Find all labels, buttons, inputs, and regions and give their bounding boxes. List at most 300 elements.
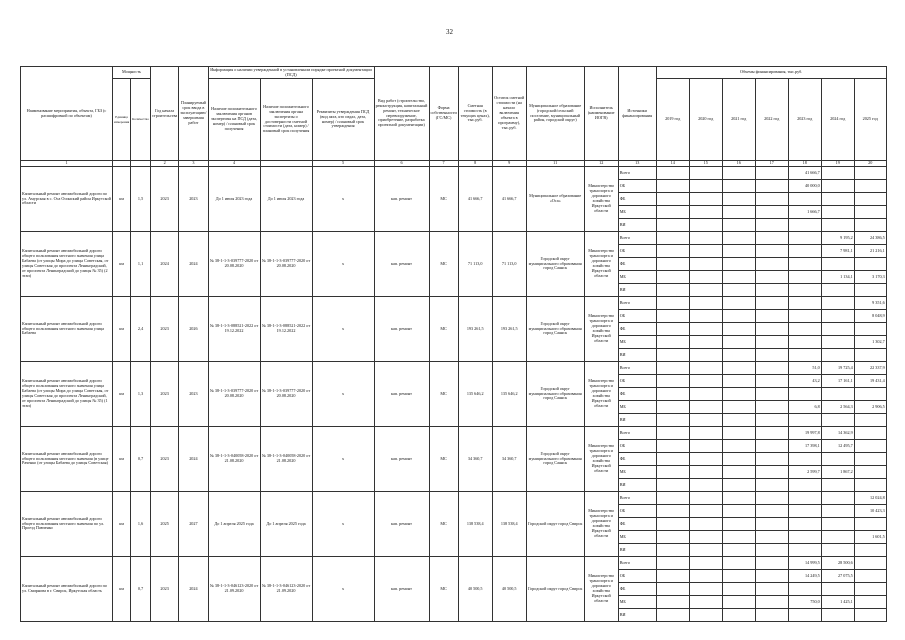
header-sources: Источники финансирования bbox=[618, 67, 656, 161]
column-number: 3 bbox=[179, 161, 208, 167]
funding-value bbox=[656, 349, 689, 362]
project-name: Капитальный ремонт автомобильной дороги общего пользования местного значения улица Бабаева bbox=[21, 297, 113, 362]
funding-value bbox=[854, 323, 886, 336]
funding-value bbox=[788, 297, 821, 310]
funding-value: 14 249,5 bbox=[788, 570, 821, 583]
unit: км bbox=[113, 492, 131, 557]
funding-value bbox=[854, 440, 886, 453]
municipality: Городской округ муниципального образования город Саянск bbox=[526, 232, 584, 297]
funding-value bbox=[821, 518, 854, 531]
executor: Министерство транспорта и дорожного хозяйства Иркутской области bbox=[584, 362, 618, 427]
project-name: Капитальный ремонт автомобильной дороги по ул. Амурская в с. Оса Осинский район Иркутской области bbox=[21, 167, 113, 232]
funding-value bbox=[689, 232, 722, 245]
funding-source: Всего bbox=[618, 297, 656, 310]
funding-value bbox=[722, 206, 755, 219]
funding-value bbox=[854, 570, 886, 583]
header-year: 2021 год bbox=[722, 79, 755, 161]
funding-source: ОБ bbox=[618, 505, 656, 518]
funding-value bbox=[656, 193, 689, 206]
column-number: 19 bbox=[821, 161, 854, 167]
funding-value bbox=[689, 284, 722, 297]
funding-value: 3 170,3 bbox=[854, 271, 886, 284]
approval-requisites: х bbox=[312, 492, 374, 557]
funding-value bbox=[689, 336, 722, 349]
funding-value bbox=[656, 531, 689, 544]
unit: км bbox=[113, 362, 131, 427]
funding-value bbox=[821, 336, 854, 349]
funding-value bbox=[854, 206, 886, 219]
column-number: 20 bbox=[854, 161, 886, 167]
funding-value bbox=[854, 349, 886, 362]
start-year: 2023 bbox=[150, 427, 178, 492]
end-year: 2024 bbox=[179, 557, 208, 622]
project-name: Капитальный ремонт автомобильной дороги общего пользования местного значения по ул. Проезд Павченко bbox=[21, 492, 113, 557]
funding-value bbox=[656, 271, 689, 284]
municipality: Городской округ муниципального образования город Саянск bbox=[526, 427, 584, 492]
remaining-cost: 41 666,7 bbox=[492, 167, 526, 232]
page-number: 32 bbox=[446, 28, 453, 36]
header-executor: Исполнитель (наименование ИОГВ) bbox=[584, 67, 618, 161]
funding-source: ОБ bbox=[618, 310, 656, 323]
funding-value bbox=[755, 284, 788, 297]
funding-value bbox=[656, 180, 689, 193]
header-ownership: Форма собственности (ГС/МС) bbox=[429, 67, 458, 161]
funding-value bbox=[656, 518, 689, 531]
funding-value bbox=[722, 609, 755, 622]
funding-value bbox=[656, 414, 689, 427]
start-year: 2024 bbox=[150, 232, 178, 297]
project-row bbox=[21, 557, 887, 570]
remaining-cost: 193 261,5 bbox=[492, 297, 526, 362]
funding-value bbox=[788, 453, 821, 466]
funding-value: 2 906,5 bbox=[854, 401, 886, 414]
funding-value: 12 495,7 bbox=[821, 440, 854, 453]
funding-value bbox=[656, 596, 689, 609]
funding-value bbox=[788, 544, 821, 557]
funding-value bbox=[656, 206, 689, 219]
municipality: Городской округ муниципального образования город Саянск bbox=[526, 362, 584, 427]
funding-value bbox=[854, 583, 886, 596]
funding-value bbox=[821, 531, 854, 544]
funding-value: 51,0 bbox=[788, 362, 821, 375]
estimated-cost: 135 646,2 bbox=[458, 362, 492, 427]
funding-value bbox=[821, 180, 854, 193]
estimated-cost: 193 261,5 bbox=[458, 297, 492, 362]
project-row bbox=[21, 427, 887, 440]
funding-value bbox=[689, 193, 722, 206]
funding-value: 750,0 bbox=[788, 596, 821, 609]
funding-value bbox=[854, 219, 886, 232]
ownership: МС bbox=[429, 362, 458, 427]
funding-value bbox=[755, 349, 788, 362]
funding-value bbox=[854, 466, 886, 479]
column-number: 6 bbox=[374, 161, 429, 167]
funding-value bbox=[854, 557, 886, 570]
funding-value: 19 431,4 bbox=[854, 375, 886, 388]
funding-value bbox=[656, 284, 689, 297]
column-number: 16 bbox=[722, 161, 755, 167]
funding-value bbox=[689, 570, 722, 583]
funding-source: Всего bbox=[618, 492, 656, 505]
funding-value bbox=[854, 609, 886, 622]
exam-conclusion: № 38-1-1-3-039777-2020 от 20.08.2020 bbox=[208, 232, 260, 297]
column-number: 11 bbox=[526, 161, 584, 167]
funding-value bbox=[755, 544, 788, 557]
funding-source: ФБ bbox=[618, 583, 656, 596]
estimate-conclusion: № 38-1-1-3-046123-2020 от 21.09.2020 bbox=[260, 557, 312, 622]
funding-value bbox=[689, 323, 722, 336]
funding-value bbox=[788, 349, 821, 362]
funding-source: ОБ bbox=[618, 180, 656, 193]
funding-value bbox=[854, 388, 886, 401]
project-name: Капитальный ремонт автомобильной дороги общего пользования местного значения улица Бабаева (от улицы Мира до улицы Советская, от улицы Советская до проспекта Ленинградский, от проспекта Ленинградский до улицы № 35) (2 этап) bbox=[21, 232, 113, 297]
header-remaining-cost: Остаток сметной стоимости (на начало включения объекта в программу), тыс.руб. bbox=[492, 67, 526, 161]
approval-requisites: х bbox=[312, 427, 374, 492]
funding-value: 27 075,5 bbox=[821, 570, 854, 583]
funding-value bbox=[656, 557, 689, 570]
estimate-conclusion: № 38-1-1-3-039777-2020 от 20.08.2020 bbox=[260, 362, 312, 427]
funding-value bbox=[722, 180, 755, 193]
header-exam-conclusion: Наличие положительного заключения органов экспертизы на ПСД (дата, номер) / плановый срок получения bbox=[208, 79, 260, 161]
quantity: 0,7 bbox=[131, 557, 151, 622]
funding-value bbox=[755, 453, 788, 466]
funding-value: 1 425,1 bbox=[821, 596, 854, 609]
funding-value bbox=[689, 531, 722, 544]
funding-value bbox=[689, 557, 722, 570]
funding-value bbox=[854, 596, 886, 609]
funding-value bbox=[821, 167, 854, 180]
funding-source: ФБ bbox=[618, 518, 656, 531]
funding-value bbox=[821, 349, 854, 362]
column-number: 18 bbox=[788, 161, 821, 167]
end-year: 2023 bbox=[179, 362, 208, 427]
funding-value bbox=[722, 232, 755, 245]
funding-value bbox=[755, 271, 788, 284]
funding-value bbox=[656, 323, 689, 336]
column-number: 14 bbox=[656, 161, 689, 167]
funding-value: 43,2 bbox=[788, 375, 821, 388]
funding-value bbox=[755, 596, 788, 609]
column-number: 13 bbox=[618, 161, 656, 167]
estimated-cost: 71 113,0 bbox=[458, 232, 492, 297]
funding-value bbox=[755, 466, 788, 479]
funding-value bbox=[656, 388, 689, 401]
funding-source: Всего bbox=[618, 557, 656, 570]
funding-value bbox=[722, 440, 755, 453]
funding-value bbox=[755, 206, 788, 219]
funding-value bbox=[689, 297, 722, 310]
estimate-conclusion: До 1 июля 2023 года bbox=[260, 167, 312, 232]
funding-value bbox=[656, 258, 689, 271]
funding-value bbox=[821, 414, 854, 427]
funding-value bbox=[656, 427, 689, 440]
funding-value bbox=[722, 219, 755, 232]
funding-value bbox=[689, 388, 722, 401]
executor: Министерство транспорта и дорожного хозяйства Иркутской области bbox=[584, 427, 618, 492]
funding-value bbox=[755, 570, 788, 583]
funding-value bbox=[689, 310, 722, 323]
funding-value bbox=[755, 609, 788, 622]
funding-value bbox=[656, 505, 689, 518]
funding-value: 12 024,8 bbox=[854, 492, 886, 505]
funding-source: ФБ bbox=[618, 323, 656, 336]
funding-source: МБ bbox=[618, 596, 656, 609]
header-end-year: Планируемый срок ввода в эксплуатацию/завершения работ bbox=[179, 67, 208, 161]
header-year: 2025 год bbox=[854, 79, 886, 161]
executor: Министерство транспорта и дорожного хозяйства Иркутской области bbox=[584, 167, 618, 232]
funding-value bbox=[656, 362, 689, 375]
funding-source: ВИ bbox=[618, 349, 656, 362]
funding-value bbox=[656, 167, 689, 180]
exam-conclusion: № 38-1-1-3-046123-2020 от 21.09.2020 bbox=[208, 557, 260, 622]
estimated-cost: 138 538,4 bbox=[458, 492, 492, 557]
funding-value bbox=[821, 609, 854, 622]
end-year: 2024 bbox=[179, 232, 208, 297]
work-type: кап. ремонт bbox=[374, 557, 429, 622]
funding-value bbox=[854, 453, 886, 466]
column-number: 2 bbox=[150, 161, 178, 167]
municipality: Городской округ город Свирск bbox=[526, 492, 584, 557]
funding-value bbox=[755, 479, 788, 492]
column-number: 17 bbox=[755, 161, 788, 167]
funding-value: 7 981,1 bbox=[821, 245, 854, 258]
funding-source: ВИ bbox=[618, 284, 656, 297]
funding-value bbox=[821, 310, 854, 323]
funding-value bbox=[854, 427, 886, 440]
funding-value bbox=[755, 180, 788, 193]
remaining-cost: 71 113,0 bbox=[492, 232, 526, 297]
funding-value bbox=[821, 219, 854, 232]
funding-value bbox=[656, 583, 689, 596]
funding-value bbox=[821, 193, 854, 206]
funding-source: МБ bbox=[618, 336, 656, 349]
funding-value bbox=[854, 479, 886, 492]
funding-value bbox=[821, 323, 854, 336]
funding-value bbox=[656, 336, 689, 349]
funding-value bbox=[722, 297, 755, 310]
funding-value bbox=[821, 284, 854, 297]
funding-value bbox=[755, 531, 788, 544]
funding-value bbox=[722, 193, 755, 206]
funding-value bbox=[722, 375, 755, 388]
funding-value bbox=[689, 180, 722, 193]
funding-value bbox=[689, 401, 722, 414]
funding-value bbox=[788, 505, 821, 518]
header-year: 2024 год bbox=[821, 79, 854, 161]
funding-value bbox=[755, 193, 788, 206]
approval-requisites: х bbox=[312, 557, 374, 622]
funding-value: 2 564,3 bbox=[821, 401, 854, 414]
project-name: Капитальный ремонт автомобильной дороги по ул. Смирнова в г. Свирск, Иркутская область bbox=[21, 557, 113, 622]
funding-value bbox=[788, 583, 821, 596]
end-year: 2026 bbox=[179, 297, 208, 362]
funding-value bbox=[722, 544, 755, 557]
approval-requisites: х bbox=[312, 232, 374, 297]
estimate-conclusion: До 1 апреля 2025 года bbox=[260, 492, 312, 557]
exam-conclusion: № 38-1-1-3-040058-2020 от 21.08.2020 bbox=[208, 427, 260, 492]
unit: км bbox=[113, 427, 131, 492]
ownership: МС bbox=[429, 492, 458, 557]
header-year: 2023 год bbox=[788, 79, 821, 161]
header-estimate-conclusion: Наличие положительного заключения органа экспертизы о достоверности сметной стоимости (дата, номер) / плановый срок получения bbox=[260, 79, 312, 161]
remaining-cost: 40 500,5 bbox=[492, 557, 526, 622]
funding-value: 17 398,1 bbox=[788, 440, 821, 453]
header-year: 2022 год bbox=[755, 79, 788, 161]
funding-value: 14 362,9 bbox=[821, 427, 854, 440]
funding-source: ВИ bbox=[618, 414, 656, 427]
funding-value bbox=[722, 466, 755, 479]
funding-value bbox=[788, 232, 821, 245]
quantity: 1,6 bbox=[131, 492, 151, 557]
funding-value bbox=[854, 414, 886, 427]
funding-value: 19 997,8 bbox=[788, 427, 821, 440]
start-year: 2023 bbox=[150, 167, 178, 232]
funding-value bbox=[821, 258, 854, 271]
funding-value bbox=[788, 310, 821, 323]
project-row bbox=[21, 362, 887, 375]
funding-value bbox=[821, 479, 854, 492]
funding-source: ОБ bbox=[618, 570, 656, 583]
funding-value bbox=[755, 401, 788, 414]
funding-value bbox=[755, 245, 788, 258]
funding-value bbox=[722, 453, 755, 466]
funding-value bbox=[788, 479, 821, 492]
funding-value bbox=[656, 609, 689, 622]
estimate-conclusion: № 38-1-1-3-040058-2020 от 21.08.2020 bbox=[260, 427, 312, 492]
funding-value bbox=[821, 505, 854, 518]
funding-value bbox=[788, 284, 821, 297]
funding-value: 28 500,6 bbox=[821, 557, 854, 570]
funding-value bbox=[689, 492, 722, 505]
funding-value bbox=[755, 492, 788, 505]
funding-source: ОБ bbox=[618, 245, 656, 258]
exam-conclusion: До 1 апреля 2025 года bbox=[208, 492, 260, 557]
project-row bbox=[21, 167, 887, 180]
funding-value bbox=[788, 219, 821, 232]
approval-requisites: х bbox=[312, 297, 374, 362]
funding-value bbox=[689, 453, 722, 466]
exam-conclusion: № 38-1-1-3-088521-2022 от 19.12.2022 bbox=[208, 297, 260, 362]
funding-value bbox=[722, 479, 755, 492]
funding-value bbox=[755, 375, 788, 388]
header-capacity: Мощность bbox=[113, 67, 151, 79]
end-year: 2024 bbox=[179, 427, 208, 492]
funding-source: ВИ bbox=[618, 544, 656, 557]
funding-value bbox=[722, 271, 755, 284]
funding-value bbox=[689, 349, 722, 362]
funding-source: ВИ bbox=[618, 219, 656, 232]
funding-value bbox=[722, 401, 755, 414]
funding-source: МБ bbox=[618, 271, 656, 284]
funding-value bbox=[821, 297, 854, 310]
funding-value bbox=[821, 388, 854, 401]
quantity: 1,5 bbox=[131, 167, 151, 232]
project-name: Капитальный ремонт автомобильной дороги общего пользования местного значения улица Бабаева (от улицы Мира до улицы Советская, от улицы Советская до проспекта Ленинградский, от проспекта Ленинградский до улицы № 35) (1 этап) bbox=[21, 362, 113, 427]
funding-value bbox=[689, 245, 722, 258]
estimated-cost: 40 500,5 bbox=[458, 557, 492, 622]
column-number: 1 bbox=[21, 161, 113, 167]
funding-value bbox=[788, 323, 821, 336]
funding-value: 1 867,2 bbox=[821, 466, 854, 479]
funding-source: МБ bbox=[618, 531, 656, 544]
ownership: МС bbox=[429, 232, 458, 297]
funding-value bbox=[821, 544, 854, 557]
funding-source: Всего bbox=[618, 427, 656, 440]
funding-value bbox=[755, 167, 788, 180]
project-row bbox=[21, 492, 887, 505]
funding-value bbox=[788, 518, 821, 531]
funding-value bbox=[821, 206, 854, 219]
unit: км bbox=[113, 557, 131, 622]
funding-value bbox=[722, 505, 755, 518]
header-municipality: Муниципальное образование (городской/сельский поселение, муниципальный район, городской округ) bbox=[526, 67, 584, 161]
funding-value bbox=[854, 180, 886, 193]
funding-value bbox=[689, 219, 722, 232]
funding-value bbox=[656, 440, 689, 453]
estimate-conclusion: № 38-1-1-3-088521-2022 от 19.12.2022 bbox=[260, 297, 312, 362]
funding-source: ФБ bbox=[618, 388, 656, 401]
funding-source: Всего bbox=[618, 167, 656, 180]
funding-value bbox=[755, 583, 788, 596]
funding-value bbox=[722, 583, 755, 596]
funding-value bbox=[755, 362, 788, 375]
funding-value bbox=[689, 258, 722, 271]
funding-source: ВИ bbox=[618, 609, 656, 622]
funding-value bbox=[722, 427, 755, 440]
exam-conclusion: До 1 июля 2023 года bbox=[208, 167, 260, 232]
funding-value bbox=[689, 271, 722, 284]
funding-value bbox=[722, 596, 755, 609]
header-year: 2020 год bbox=[689, 79, 722, 161]
funding-value bbox=[755, 414, 788, 427]
column-number: 9 bbox=[492, 161, 526, 167]
funding-value: 1 601,5 bbox=[854, 531, 886, 544]
funding-value bbox=[722, 349, 755, 362]
exam-conclusion: № 38-1-1-3-039777-2020 от 20.08.2020 bbox=[208, 362, 260, 427]
approval-requisites: х bbox=[312, 362, 374, 427]
funding-value bbox=[755, 336, 788, 349]
remaining-cost: 138 538,4 bbox=[492, 492, 526, 557]
funding-source: ОБ bbox=[618, 440, 656, 453]
funding-value bbox=[656, 297, 689, 310]
funding-value bbox=[755, 427, 788, 440]
funding-value bbox=[656, 310, 689, 323]
estimated-cost: 41 666,7 bbox=[458, 167, 492, 232]
work-type: кап. ремонт bbox=[374, 297, 429, 362]
funding-value bbox=[656, 570, 689, 583]
funding-value bbox=[854, 167, 886, 180]
funding-value bbox=[854, 284, 886, 297]
project-name: Капитальный ремонт автомобильной дороги общего пользования местного значения (в улице Раченко (от улицы Бабаева до улицы Советская) bbox=[21, 427, 113, 492]
project-row bbox=[21, 232, 887, 245]
column-number: 4 bbox=[208, 161, 260, 167]
header-approval: Реквизиты утверждения ПСД (вид акта, кто издал, дата, номер) / плановый срок утверждения bbox=[312, 79, 374, 161]
remaining-cost: 135 646,2 bbox=[492, 362, 526, 427]
funding-value bbox=[722, 258, 755, 271]
funding-value bbox=[689, 206, 722, 219]
funding-value bbox=[755, 232, 788, 245]
funding-value bbox=[722, 531, 755, 544]
funding-value bbox=[656, 466, 689, 479]
funding-value bbox=[689, 518, 722, 531]
start-year: 2023 bbox=[150, 362, 178, 427]
funding-value: 21 216,1 bbox=[854, 245, 886, 258]
funding-value bbox=[689, 440, 722, 453]
start-year: 2025 bbox=[150, 492, 178, 557]
quantity: 1,1 bbox=[131, 232, 151, 297]
funding-value: 9 195,2 bbox=[821, 232, 854, 245]
funding-value: 17 161,1 bbox=[821, 375, 854, 388]
